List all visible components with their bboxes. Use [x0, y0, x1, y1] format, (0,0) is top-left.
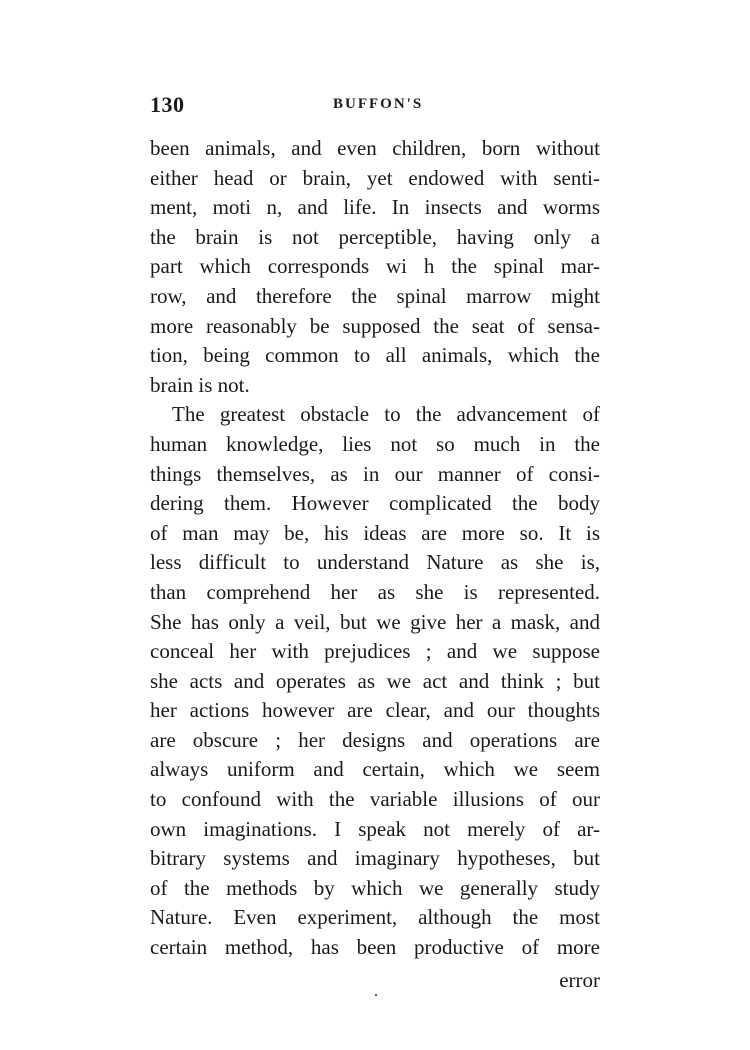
text-line: she acts and operates as we act and think ; but [150, 668, 600, 693]
text-line: more reasonably be supposed the seat of sensa- [150, 313, 600, 338]
text-line: been animals, and even children, born without [150, 136, 600, 160]
text-line: are obscure ; her designs and operations are [150, 727, 600, 752]
text-line: bitrary systems and imaginary hypotheses, but [150, 846, 600, 871]
paragraph-first-line: The greatest obstacle to the advancement of [172, 402, 600, 427]
text-line: dering them. However complicated the body [150, 491, 600, 516]
text-line: than comprehend her as she is represented. [150, 579, 600, 604]
page-header [150, 92, 600, 122]
text-line: part which corresponds wi h the spinal mar- [150, 254, 600, 279]
text-line: of the methods by which we generally study [150, 875, 600, 900]
text-line: row, and therefore the spinal marrow might [150, 283, 600, 308]
text-line: Nature. Even experiment, although the most [150, 905, 600, 930]
text-line: to confound with the variable illusions of our [150, 787, 600, 812]
text-line: less difficult to understand Nature as she is, [150, 550, 600, 575]
text-line: certain method, has been productive of more [150, 935, 600, 960]
body-text [150, 134, 600, 963]
catchword: error [559, 968, 600, 992]
page-number: 130 [150, 92, 185, 117]
text-line: tion, being common to all animals, which the [150, 343, 600, 368]
text-line: of man may be, his ideas are more so. It is [150, 520, 600, 545]
text-line: her actions however are clear, and our thoughts [150, 698, 600, 723]
text-line: own imaginations. I speak not merely of ar- [150, 816, 600, 841]
text-line: conceal her with prejudices ; and we suppose [150, 639, 600, 664]
text-line: She has only a veil, but we give her a mask, and [150, 609, 600, 634]
text-line: things themselves, as in our manner of consi- [150, 461, 600, 486]
stray-ink-mark [375, 994, 377, 996]
text-line: always uniform and certain, which we seem [150, 757, 600, 782]
text-line: brain is not. [150, 372, 250, 397]
running-head: BUFFON'S [333, 96, 424, 112]
text-line: either head or brain, yet endowed with senti- [150, 165, 600, 190]
text-line: ment, moti n, and life. In insects and worms [150, 195, 600, 220]
text-line: human knowledge, lies not so much in the [150, 431, 600, 456]
text-line: the brain is not perceptible, having only a [150, 224, 600, 249]
